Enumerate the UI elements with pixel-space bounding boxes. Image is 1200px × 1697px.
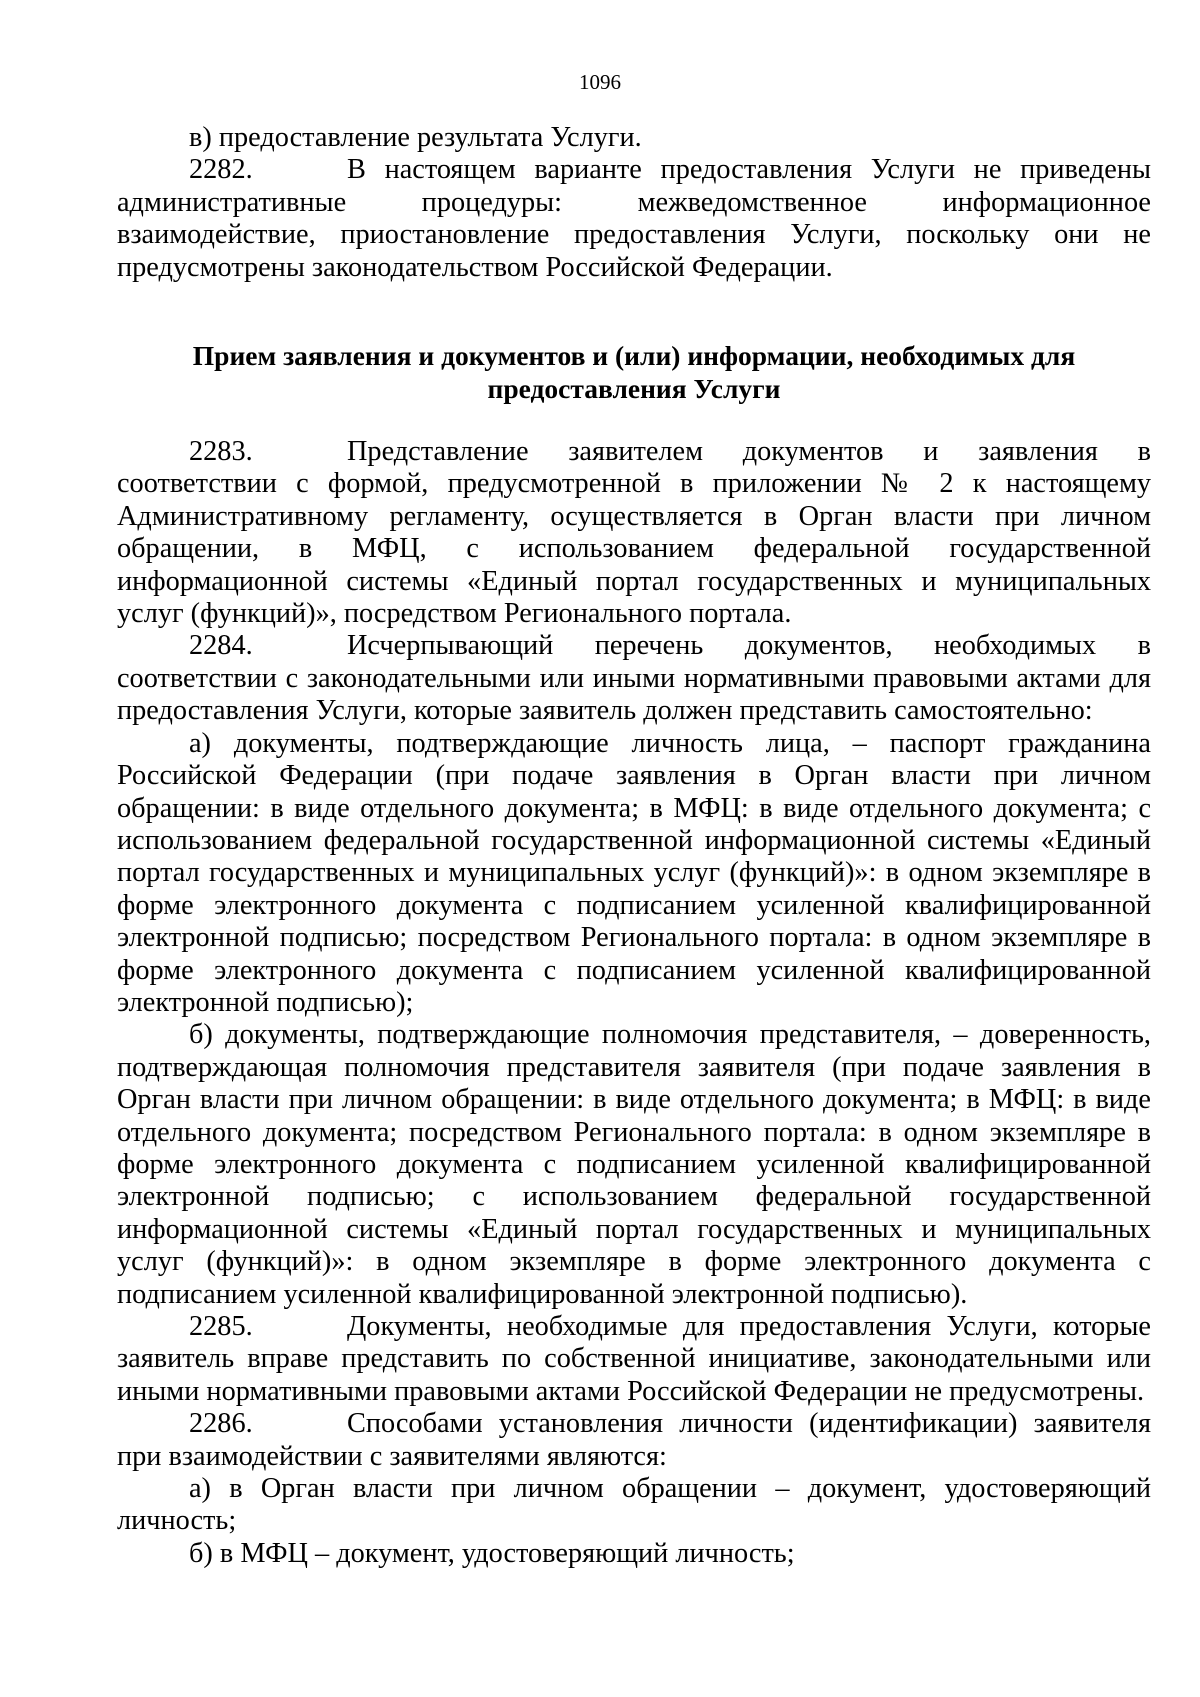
paragraph-number: 2283. [189,436,253,468]
paragraph-2283 [117,436,1151,630]
paragraph-2282 [117,154,1151,284]
paragraph-2285 [117,1311,1151,1408]
paragraph-number: 2285. [189,1311,253,1342]
paragraph-text: Способами установления личности (идентификации) заявителя при взаимодействии с заявителями являются: [117,1408,1151,1472]
paragraph-number: 2286. [189,1408,253,1440]
paragraph-text: В настоящем варианте предоставления Услуги не приведены административные процедуры: межведомственное информационное взаимодействие, приостановление предоставления Услуги, поскольку они не предусмотрены законодательством Российской Федерации. [117,154,1151,283]
page-number: 1096 [579,70,621,94]
list-item-2284-b: б) документы, подтверждающие полномочия представителя, – доверенность, подтверждающая полномочия представителя заявителя (при подаче заявления в Орган власти при личном обращении: в виде отдельного документа; в МФЦ: в виде отдельного документа; посредством Регионального портала: в одном экземпляре в форме электронного документа с подписанием усиленной квалифицированной электронной подписью; с использованием федеральной государственной информационной системы «Единый портал государственных и муниципальных услуг (функций)»: в одном экземпляре в форме электронного документа с подписанием усиленной квалифицированной электронной подписью). [117,1019,1151,1310]
paragraph-2284 [117,630,1151,727]
list-item-2284-a: а) документы, подтверждающие личность лица, – паспорт гражданина Российской Федерации (при подаче заявления в Орган власти при личном обращении: в виде отдельного документа; в МФЦ: в виде отдельного документа; с использованием федеральной государственной информационной системы «Единый портал государственных и муниципальных услуг (функций)»: в одном экземпляре в форме электронного документа с подписанием усиленной квалифицированной электронной подписью; посредством Регионального портала: в одном экземпляре в форме электронного документа с подписанием усиленной квалифицированной электронной подписью); [117,727,1151,1018]
paragraph-text: Исчерпывающий перечень документов, необходимых в соответствии с законодательными или иными нормативными правовыми актами для предоставления Услуги, которые заявитель должен представить самостоятельно: [117,630,1151,727]
document-body [117,122,1151,1570]
paragraph-text: Представление заявителем документов и заявления в соответствии с формой, предусмотренной в приложении № 2 к настоящему Административному регламенту, осуществляется в Орган власти при личном обращении, в МФЦ, с использованием федеральной государственной информационной системы «Единый портал государственных и муниципальных услуг (функций)», посредством Регионального портала. [117,436,1151,630]
paragraph-number: 2282. [189,154,253,186]
paragraph-result-delivery: в) предоставление результата Услуги. [189,122,642,153]
section-heading: Прием заявления и документов и (или) информации, необходимых для предоставления Услуги [192,340,1076,404]
list-item-2286-a: а) в Орган власти при личном обращении – документ, удостоверяющий личность; [117,1473,1151,1537]
list-item-2286-b: б) в МФЦ – документ, удостоверяющий личность; [189,1537,795,1569]
paragraph-2286 [117,1408,1151,1473]
paragraph-number: 2284. [189,630,253,662]
paragraph-text: Документы, необходимые для предоставления Услуги, которые заявитель вправе представить по собственной инициативе, законодательными или иными нормативными правовыми актами Российской Федерации не предусмотрены. [117,1311,1151,1407]
